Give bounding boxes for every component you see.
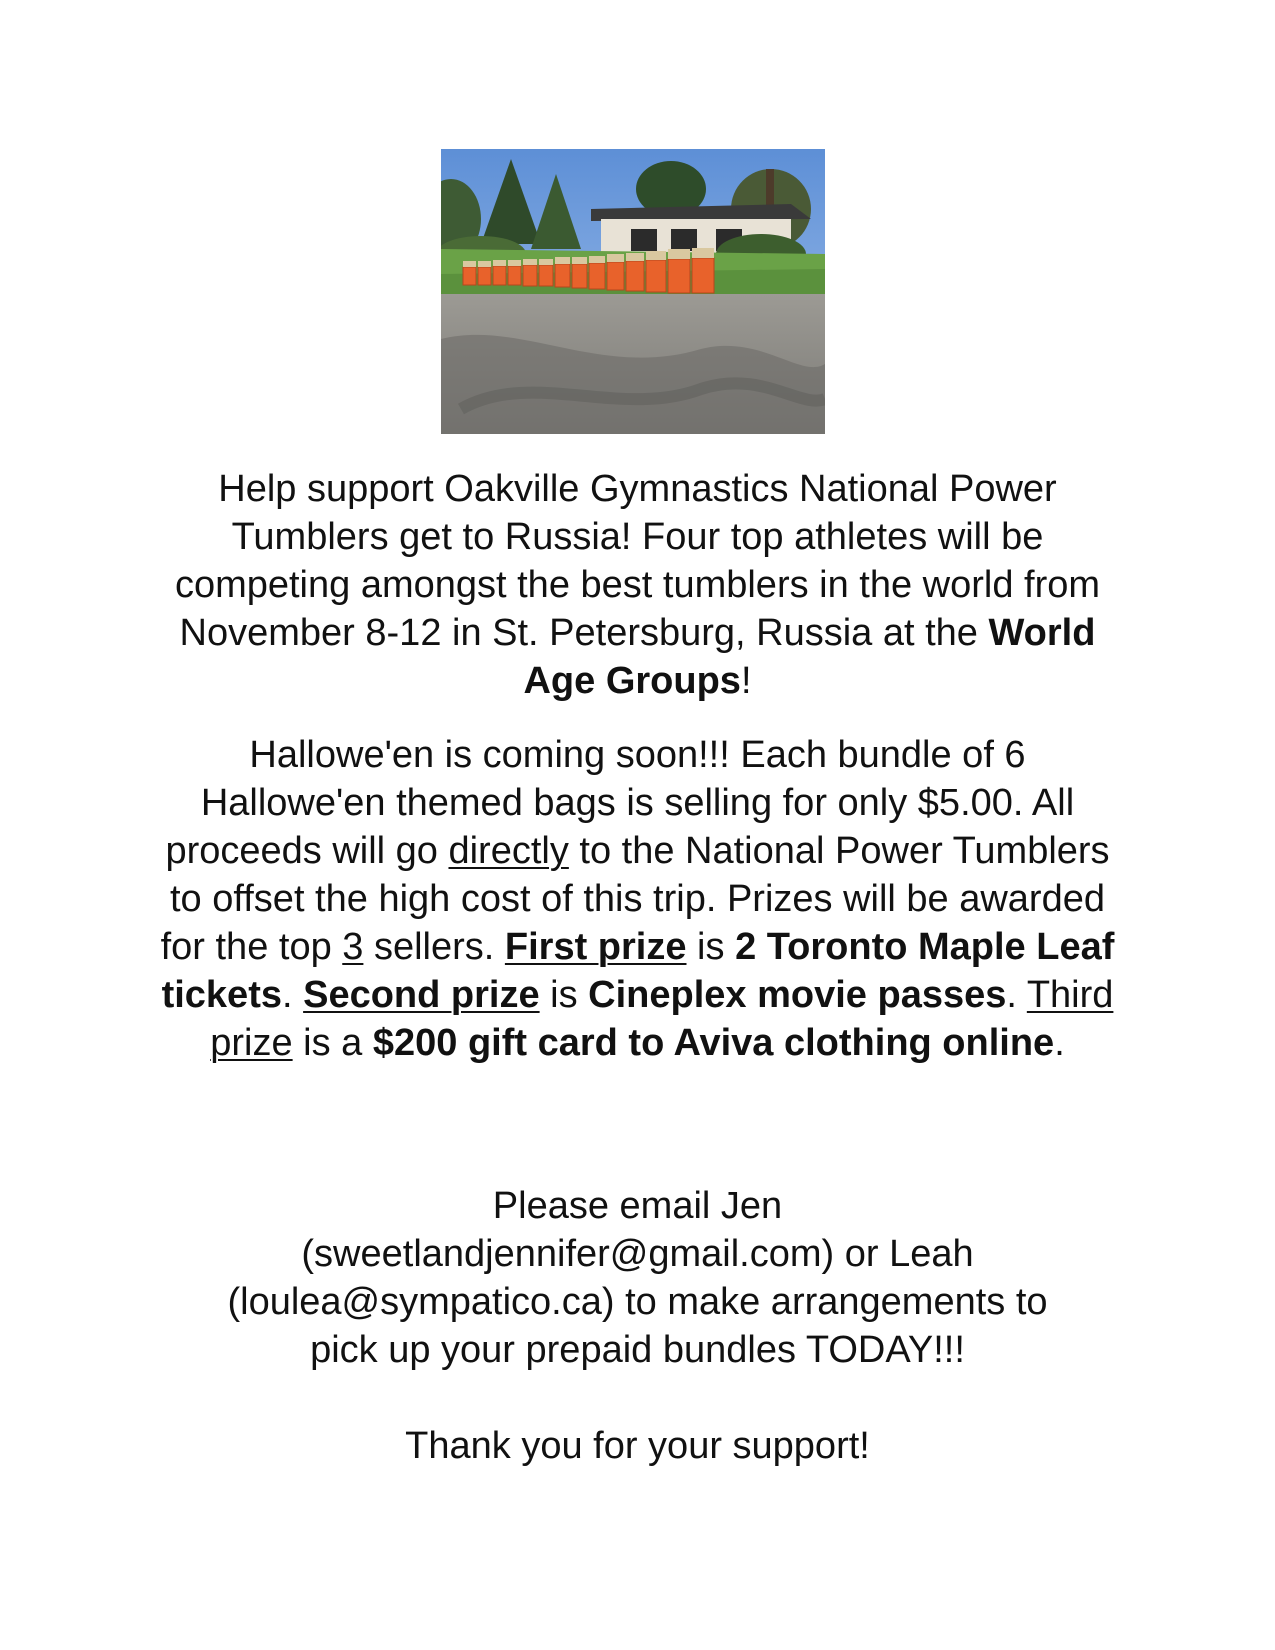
fundraiser-text-2: to the National Power Tumblers to offset the high cost of this trip. Prizes will be awarded for the top [160,830,1110,968]
second-prize-label: Second prize [303,974,540,1016]
thank-you-line: Thank you for your support! [405,1425,870,1467]
period-2: . [1006,974,1027,1016]
top-sellers-count: 3 [342,926,364,968]
event-name: World Age Groups [523,612,1096,702]
fundraiser-paragraph [160,731,1115,1067]
contact-paragraph [160,1182,1115,1374]
is-text-3: is a [292,1022,373,1064]
first-prize-label: First prize [504,926,687,968]
fundraiser-text-1: Hallowe'en is coming soon!!! Each bundle of 6 Hallowe'en themed bags is selling for only $5.00. All proceeds will go [165,734,1075,872]
third-prize-value: $200 gift card to Aviva clothing online [372,1022,1055,1064]
second-prize-value: Cineplex movie passes [588,974,1007,1016]
period-3: . [1054,1022,1065,1064]
is-text-1: is [686,926,736,968]
contact-line-3: (loulea@sympatico.ca) to make arrangements to [227,1281,1048,1323]
contact-line-2: (sweetlandjennifer@gmail.com) or Leah [301,1233,974,1275]
intro-paragraph [160,465,1115,705]
third-prize-label: Third prize [210,974,1114,1064]
first-prize-value: 2 Toronto Maple Leaf tickets [161,926,1115,1016]
is-text-2: is [539,974,589,1016]
directly-emphasis: directly [448,830,569,872]
fundraiser-text-3: sellers. [363,926,505,968]
contact-line-4: pick up your prepaid bundles TODAY!!! [310,1329,965,1371]
period-1: . [281,974,304,1016]
intro-text: Help support Oakville Gymnastics National Power Tumblers get to Russia! Four top athletes will be competing amongst the best tumblers in the world from November 8-12 in St. Petersburg, Russia at the [174,468,1101,654]
intro-end: ! [740,660,752,702]
contact-line-1: Please email Jen [492,1185,783,1227]
photo-halloween-bags-icon [441,149,825,434]
